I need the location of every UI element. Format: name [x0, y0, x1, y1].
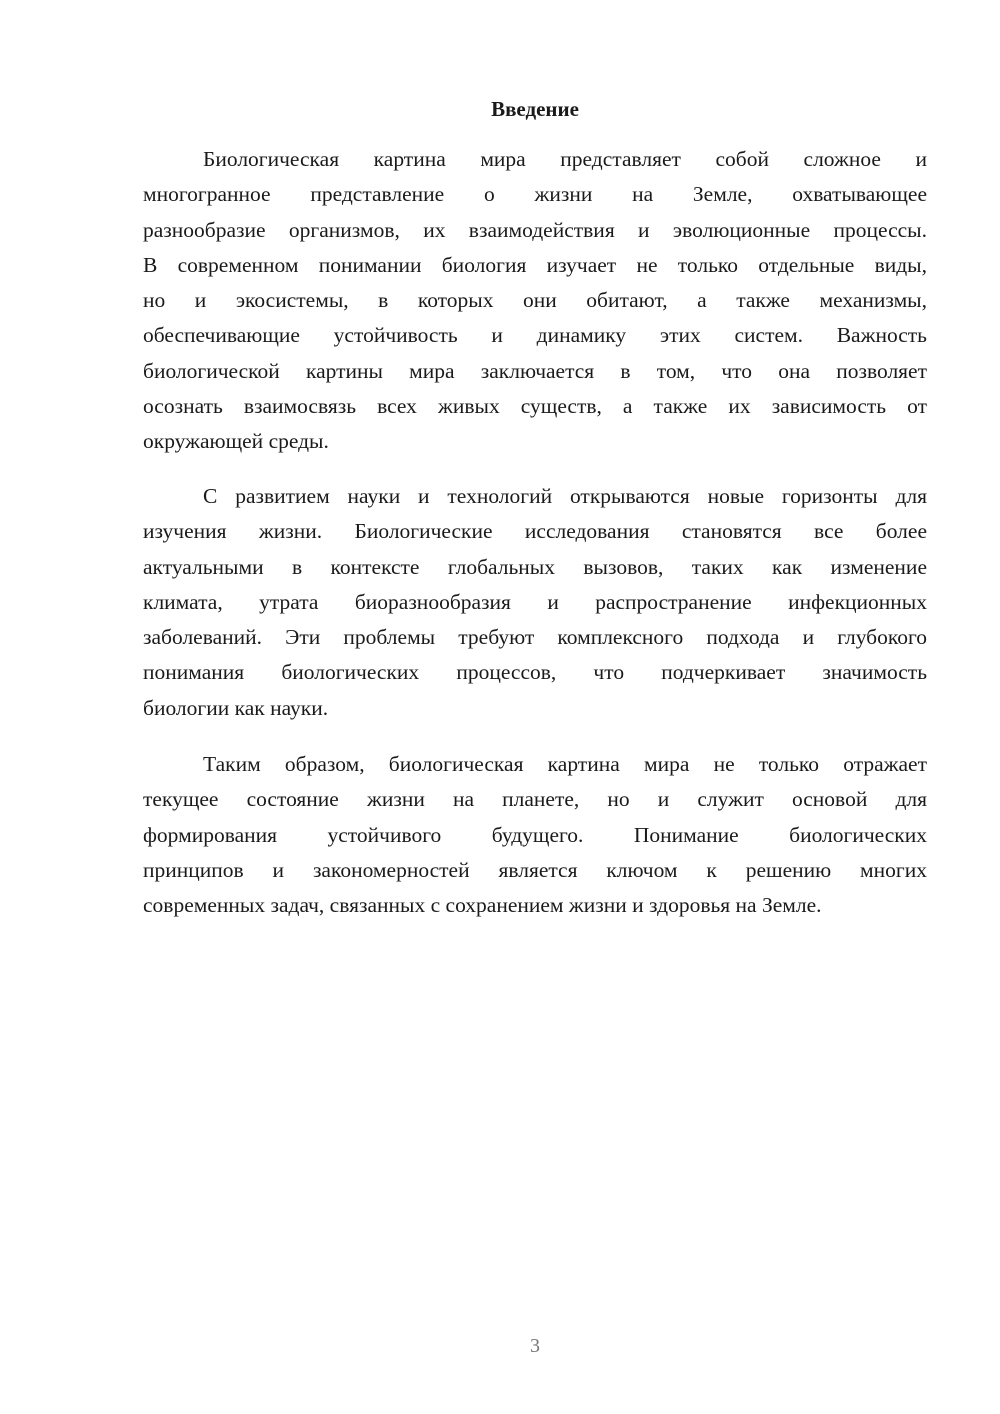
page-number: 3: [530, 1335, 540, 1357]
paragraph-2: [143, 479, 927, 726]
text-line: многогранное представление о жизни на Земле, охватывающее: [143, 182, 927, 207]
text-line: биологии как науки.: [143, 695, 329, 720]
text-line: С развитием науки и технологий открываются новые горизонты для: [203, 484, 927, 508]
text-line: изучения жизни. Биологические исследования становятся все более: [143, 519, 927, 544]
text-line: актуальными в контексте глобальных вызовов, таких как изменение: [143, 554, 927, 579]
section-title: Введение: [491, 97, 579, 121]
text-line: текущее состояние жизни на планете, но и служит основой для: [143, 787, 927, 812]
text-line: понимания биологических процессов, что подчеркивает значимость: [143, 660, 927, 685]
text-line: окружающей среды.: [143, 429, 329, 454]
text-line: обеспечивающие устойчивость и динамику этих систем. Важность: [143, 323, 927, 348]
text-line: формирования устойчивого будущего. Понимание биологических: [143, 822, 927, 847]
text-line: Таким образом, биологическая картина мира не только отражает: [203, 752, 927, 776]
text-line: современных задач, связанных с сохранением жизни и здоровья на Земле.: [143, 893, 822, 918]
text-line: заболеваний. Эти проблемы требуют комплексного подхода и глубокого: [143, 625, 927, 650]
paragraph-3: [143, 747, 927, 923]
text-line: климата, утрата биоразнообразия и распространение инфекционных: [143, 589, 927, 614]
text-line: биологической картины мира заключается в том, что она позволяет: [143, 358, 927, 383]
text-line: осознать взаимосвязь всех живых существ, а также их зависимость от: [143, 394, 927, 419]
text-line: разнообразие организмов, их взаимодействия и эволюционные процессы.: [143, 217, 927, 242]
text-line: В современном понимании биология изучает не только отдельные виды,: [143, 252, 927, 277]
text-line: принципов и закономерностей является ключом к решению многих: [143, 857, 927, 882]
paragraph-1: [143, 142, 927, 460]
text-line: но и экосистемы, в которых они обитают, а также механизмы,: [143, 288, 927, 313]
text-line: Биологическая картина мира представляет собой сложное и: [203, 147, 927, 171]
